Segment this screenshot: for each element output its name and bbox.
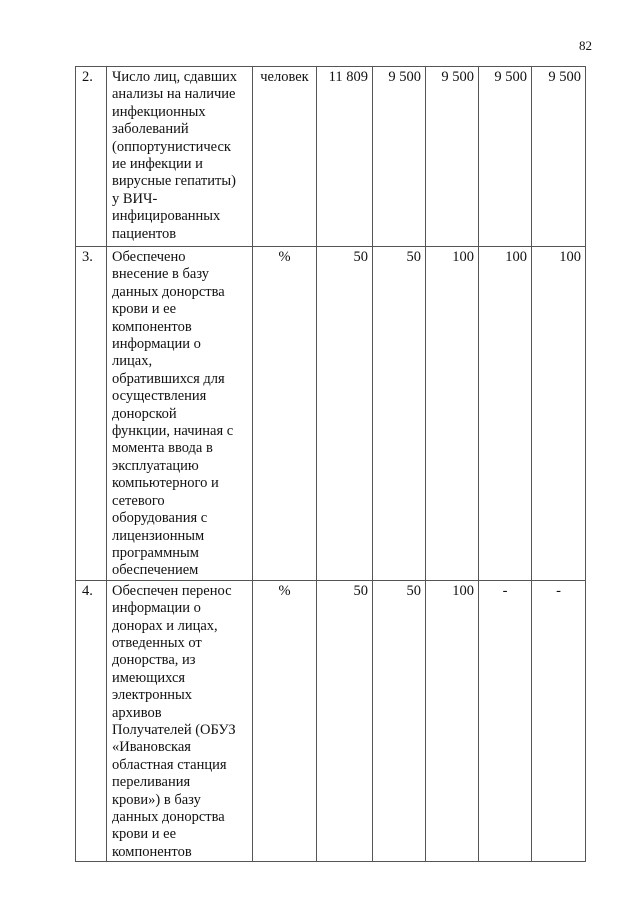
indicator-name: Число лиц, сдавших анализы на наличие инфекционных заболеваний (оппортунистическ ие инфекции и вирусные гепатиты) у ВИЧ- инфицированных пациентов — [107, 67, 253, 247]
value-cell: 11 809 — [317, 67, 373, 247]
value-cell: 50 — [317, 247, 373, 581]
value-cell: 9 500 — [479, 67, 532, 247]
value-cell: 9 500 — [532, 67, 586, 247]
indicator-name: Обеспечен перенос информации о донорах и лицах, отведенных от донорства, из имеющихся электронных архивов Получателей (ОБУЗ «Ивановская областная станция переливания крови») в базу данных донорства крови и ее компонентов — [107, 580, 253, 862]
value-cell: 100 — [426, 580, 479, 862]
indicators-table — [75, 66, 586, 862]
row-number: 4. — [76, 580, 107, 862]
unit-cell: человек — [253, 67, 317, 247]
unit-cell: % — [253, 247, 317, 581]
unit-cell: % — [253, 580, 317, 862]
row-number: 3. — [76, 247, 107, 581]
value-cell: 100 — [426, 247, 479, 581]
table-row — [76, 247, 586, 581]
table-row — [76, 580, 586, 862]
value-cell: 50 — [373, 580, 426, 862]
value-cell: 100 — [532, 247, 586, 581]
value-cell: 50 — [373, 247, 426, 581]
table-row — [76, 67, 586, 247]
value-cell: - — [479, 580, 532, 862]
value-cell: - — [532, 580, 586, 862]
page-number: 82 — [579, 38, 592, 53]
indicator-name: Обеспечено внесение в базу данных донорства крови и ее компонентов информации о лицах, обратившихся для осуществления донорской функции, начиная с момента ввода в эксплуатацию компьютерного и сетевого оборудования с лицензионным программным обеспечением — [107, 247, 253, 581]
value-cell: 100 — [479, 247, 532, 581]
row-number: 2. — [76, 67, 107, 247]
value-cell: 9 500 — [426, 67, 479, 247]
value-cell: 9 500 — [373, 67, 426, 247]
value-cell: 50 — [317, 580, 373, 862]
